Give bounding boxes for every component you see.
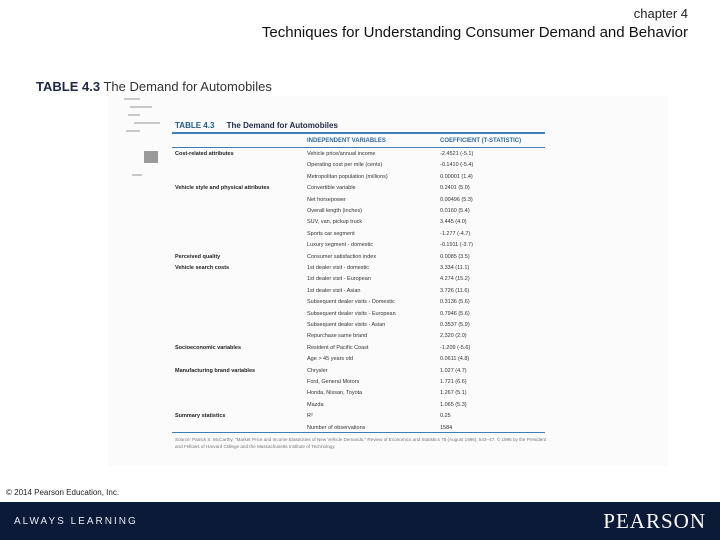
table-cell-coefficient: 0.3136 (5.6): [440, 299, 470, 306]
table-cell-coefficient: -1.277 (-4.7): [440, 230, 471, 237]
table-row: [175, 252, 545, 264]
slide-title: Techniques for Understanding Consumer Demand and Behavior: [261, 24, 688, 41]
table-row: [175, 286, 545, 298]
table-number: TABLE 4.3: [175, 121, 215, 130]
table-row: [175, 309, 545, 321]
table-cell-coefficient: -1.209 (-5.6): [440, 344, 471, 351]
table-cell-coefficient: -0.1911 (-3.7): [440, 242, 473, 249]
table-cell-variable: SUV, van, pickup truck: [307, 219, 363, 226]
table-caption-label: TABLE 4.3: [36, 79, 101, 94]
table-header-rule: [172, 147, 545, 148]
table-cell-category: Manufacturing brand variables: [175, 367, 256, 374]
footer-bar: [0, 502, 720, 540]
pearson-logo: PEARSON: [603, 509, 706, 533]
table-row: [175, 354, 545, 366]
table-cell-coefficient: 3.334 (11.1): [440, 265, 470, 271]
table-cell-coefficient: -2.4521 (-5.1): [440, 151, 474, 157]
table-cell-variable: Number of observations: [307, 424, 366, 431]
table-cell-coefficient: 0.25: [440, 413, 451, 420]
table-cell-coefficient: -0.1410 (-5.4): [440, 162, 474, 169]
table-row: [175, 366, 545, 378]
table-cell-category: Vehicle search costs: [175, 265, 230, 271]
table-cell-variable: 1st dealer visit - domestic: [307, 265, 370, 271]
table-cell-coefficient: 2.320 (2.0): [440, 333, 467, 340]
table-cell-coefficient: 3.445 (4.0): [440, 219, 467, 226]
table-cell-coefficient: 0.0160 (5.4): [440, 208, 470, 214]
table-cell-coefficient: 1.065 (5.3): [440, 401, 467, 408]
table-cell-category: Socioeconomic variables: [175, 344, 242, 351]
table-row: [175, 388, 545, 400]
table-row: [175, 195, 545, 207]
table-row: [175, 206, 545, 218]
table-cell-coefficient: 0.0085 (3.5): [440, 253, 470, 260]
table-cell-coefficient: 0.00001 (1.4): [440, 173, 473, 180]
table-cell-coefficient: 0.0611 (4.8): [440, 356, 470, 363]
table-row: [175, 160, 545, 172]
table-cell-variable: Subsequent dealer visits - Domestic: [307, 299, 395, 306]
table-row: [175, 377, 545, 389]
table-cell-variable: Luxury segment - domestic: [307, 242, 374, 249]
column-header-variables: INDEPENDENT VARIABLES: [307, 138, 386, 144]
table-row: [175, 183, 545, 195]
table-cell-variable: 1st dealer visit - European: [307, 276, 371, 283]
table-cell-coefficient: 0.7946 (5.6): [440, 310, 470, 317]
table-row: [175, 411, 545, 423]
table-row: [175, 149, 545, 161]
table-cell-variable: Convertible variable: [307, 185, 356, 192]
table-cell-variable: 1st dealer visit - Asian: [307, 287, 361, 294]
table-cell-variable: Mazda: [307, 401, 324, 408]
table-row: [175, 240, 545, 252]
chapter-label: chapter 4: [633, 6, 688, 21]
table-cell-coefficient: 3.726 (11.6): [440, 287, 470, 294]
table-cell-variable: R²: [307, 413, 313, 420]
table-row: [175, 400, 545, 412]
table-source-note: Source: Patrick S. McCarthy, "Market Price and Income Elasticities of New Vehicle Demands," Review of Economics and Statistics 78 (August 1996): 543–47. © 1996 by the President and Fellows of Harvard College and the Massachusetts Institute of Technology.: [175, 437, 547, 449]
table-heading: [175, 121, 338, 130]
table-caption: [36, 79, 272, 94]
table-cell-variable: Sports car segment: [307, 230, 355, 237]
table-cell-coefficient: 0.3537 (5.9): [440, 322, 470, 328]
table-cell-variable: Consumer satisfaction index: [307, 253, 377, 260]
table-row: [175, 297, 545, 309]
table-cell-variable: Chrysler: [307, 367, 328, 374]
table-cell-coefficient: 1.721 (6.6): [440, 379, 467, 385]
table-cell-coefficient: 0.2401 (5.0): [440, 185, 470, 192]
table-cell-variable: Net horsepower: [307, 196, 346, 203]
table-cell-variable: Age > 45 years old: [307, 356, 354, 363]
table-cell-variable: Repurchase same brand: [307, 333, 368, 340]
table-row: [175, 229, 545, 241]
table-cell-category: Vehicle style and physical attributes: [175, 185, 270, 192]
table-cell-variable: Vehicle price/annual income: [307, 151, 376, 157]
table-caption-text: The Demand for Automobiles: [103, 79, 272, 94]
table-cell-coefficient: 1.267 (5.1): [440, 390, 467, 397]
copyright-notice: © 2014 Pearson Education, Inc.: [6, 488, 120, 497]
table-cell-variable: Resident of Pacific Coast: [307, 344, 369, 351]
table-cell-variable: Subsequent dealer visits - European: [307, 310, 396, 317]
table-row: [175, 274, 545, 286]
table-bottom-rule: [172, 432, 545, 433]
table-title: The Demand for Automobiles: [226, 121, 338, 130]
table-cell-variable: Ford, General Motors: [307, 379, 360, 385]
table-cell-variable: Overall length (inches): [307, 208, 363, 214]
table-cell-variable: Operating cost per mile (cents): [307, 162, 383, 169]
margin-scan-artifacts: [124, 96, 164, 196]
table-row: [175, 263, 545, 275]
table-cell-category: Summary statistics: [175, 413, 226, 420]
table-cell-coefficient: 0.00496 (5.3): [440, 196, 473, 203]
table-cell-variable: Metropolitan population (millions): [307, 173, 388, 180]
table-cell-variable: Subsequent dealer visits - Asian: [307, 322, 386, 328]
table-row: [175, 172, 545, 184]
table-cell-coefficient: 1.027 (4.7): [440, 367, 467, 374]
table-row: [175, 331, 545, 343]
table-cell-category: Cost-related attributes: [175, 151, 234, 157]
table-cell-variable: Honda, Nissan, Toyota: [307, 390, 363, 397]
table-top-rule: [172, 132, 545, 134]
footer-tagline: ALWAYS LEARNING: [14, 516, 138, 527]
table-cell-category: Perceived quality: [175, 253, 221, 260]
table-row: [175, 217, 545, 229]
table-row: [175, 320, 545, 332]
table-row: [175, 343, 545, 355]
table-cell-coefficient: 4.274 (15.2): [440, 276, 470, 283]
column-header-coefficient: COEFFICIENT (T-STATISTIC): [440, 138, 522, 144]
table-cell-coefficient: 1584: [440, 424, 453, 431]
